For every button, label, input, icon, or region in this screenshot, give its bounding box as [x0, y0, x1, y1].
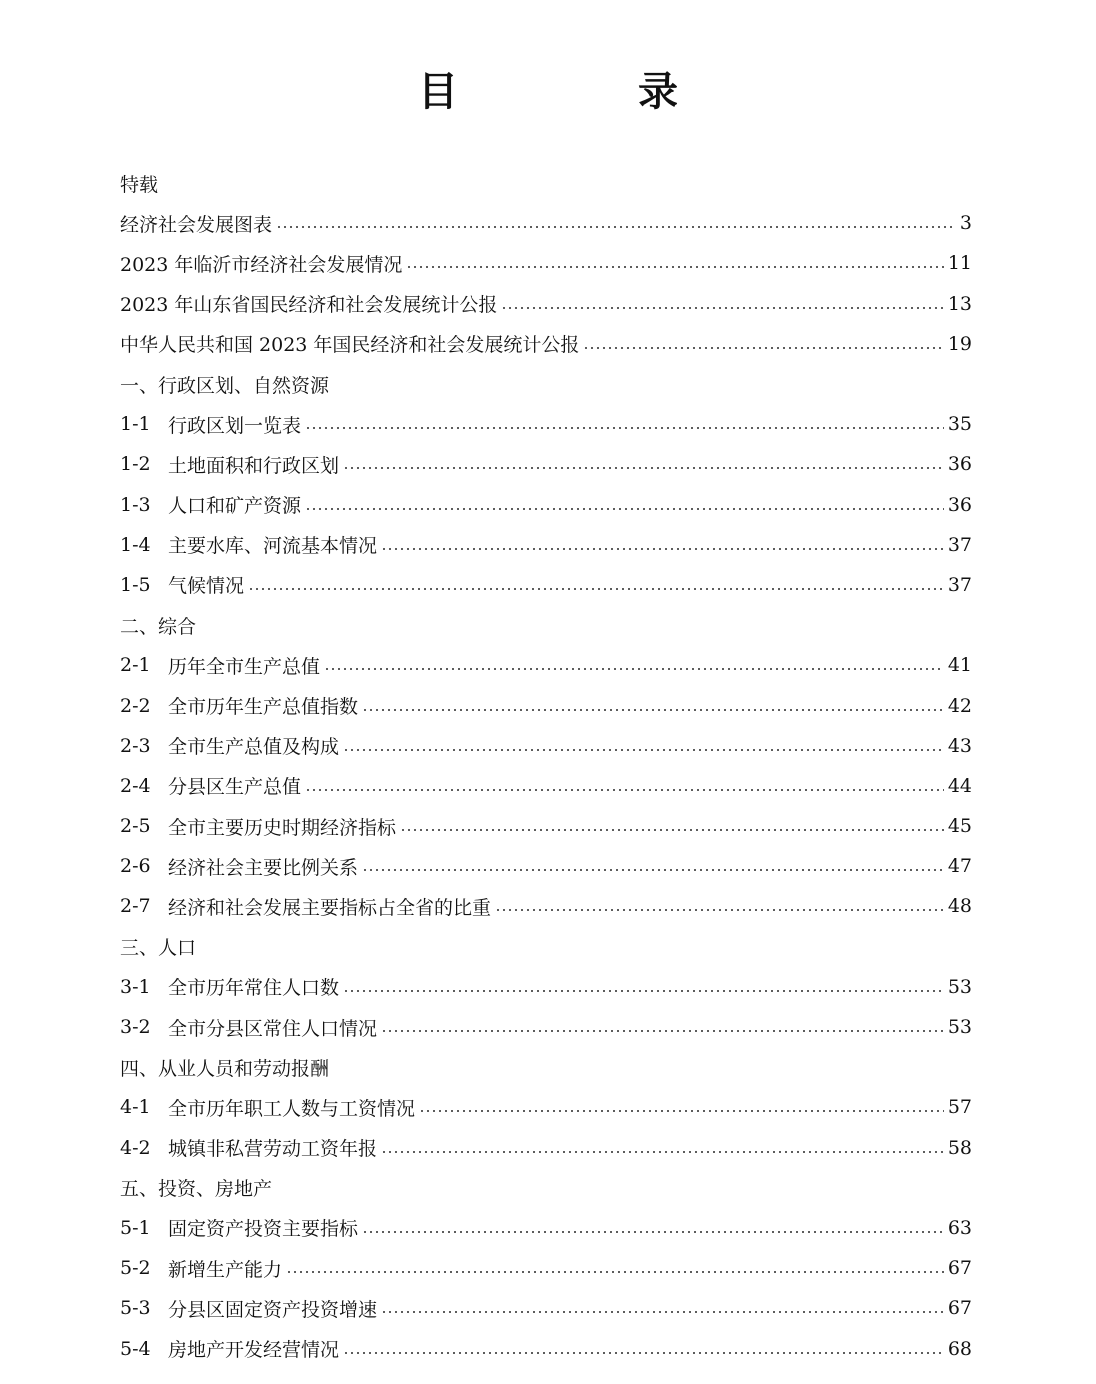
- toc-section-heading: [120, 163, 972, 203]
- toc-entry[interactable]: [120, 1328, 972, 1368]
- toc-entry-title: 全市主要历史时期经济指标: [168, 816, 397, 839]
- toc-entry-code: 5-4: [120, 1337, 151, 1360]
- toc-dot-leader: [362, 869, 944, 871]
- toc-entry-code: 1-3: [120, 493, 151, 516]
- toc-entry-page: 53: [947, 975, 972, 998]
- toc-entry[interactable]: [120, 565, 972, 605]
- toc-dot-leader: [305, 789, 944, 791]
- toc-entry-page: 13: [947, 292, 972, 315]
- toc-entry-page: 3: [959, 212, 972, 235]
- toc-entry-title: 经济社会发展图表: [120, 213, 273, 236]
- toc-dot-leader: [381, 548, 944, 550]
- toc-section-heading: [120, 364, 972, 404]
- toc-entry-title: 分县区固定资产投资增速: [168, 1298, 378, 1321]
- toc-section-heading: [120, 1047, 972, 1087]
- toc-dot-leader: [495, 909, 944, 911]
- toc-entry-page: 44: [947, 774, 972, 797]
- toc-entry[interactable]: [120, 846, 972, 886]
- toc-entry-code: 3-2: [120, 1016, 151, 1039]
- toc-entry-title: 固定资产投资主要指标: [168, 1218, 359, 1241]
- toc-entry-title: 分县区生产总值: [168, 776, 302, 799]
- toc-dot-leader: [286, 1271, 944, 1273]
- toc-entry-page: 67: [947, 1257, 972, 1280]
- toc-dot-leader: [343, 749, 944, 751]
- toc-entry[interactable]: [120, 645, 972, 685]
- toc-entry[interactable]: [120, 203, 972, 243]
- toc-entry-page: 58: [947, 1136, 972, 1159]
- toc-dot-leader: [305, 508, 944, 510]
- toc-entry-code: 5-3: [120, 1297, 151, 1320]
- toc-entry[interactable]: [120, 886, 972, 926]
- toc-entry-page: 36: [947, 493, 972, 516]
- toc-entry[interactable]: [120, 284, 972, 324]
- toc-entry-title: 经济和社会发展主要指标占全省的比重: [168, 896, 492, 919]
- toc-entry-code: 5-2: [120, 1257, 151, 1280]
- page-title: 目 录: [418, 69, 748, 115]
- toc-section-title: 四、从业人员和劳动报酬: [120, 1057, 330, 1080]
- toc-dot-leader: [324, 668, 944, 670]
- toc-entry[interactable]: [120, 1208, 972, 1248]
- toc-entry-page: 43: [947, 734, 972, 757]
- toc-dot-leader: [248, 588, 944, 590]
- toc-entry-title: 全市分县区常住人口情况: [168, 1017, 378, 1040]
- toc-section-title: 三、人口: [120, 937, 197, 960]
- toc-entry-title: 全市历年职工人数与工资情况: [168, 1097, 416, 1120]
- toc-section-title: 二、综合: [120, 615, 197, 638]
- toc-entry-title: 全市历年生产总值指数: [168, 696, 359, 719]
- toc-entry-page: 37: [947, 533, 972, 556]
- toc-entry-title: 主要水库、河流基本情况: [168, 535, 378, 558]
- toc-entry[interactable]: [120, 967, 972, 1007]
- toc-dot-leader: [362, 709, 944, 711]
- toc-entry-code: 1-2: [120, 453, 151, 476]
- toc-entry-code: 2-6: [120, 855, 151, 878]
- toc-entry-page: 42: [947, 694, 972, 717]
- toc-entry[interactable]: [120, 1288, 972, 1328]
- toc-entry-page: 67: [947, 1297, 972, 1320]
- toc-entry-code: 2-1: [120, 654, 151, 677]
- toc-entry-code: 5-1: [120, 1216, 151, 1239]
- toc-entry-page: 45: [947, 815, 972, 838]
- toc-entry[interactable]: [120, 404, 972, 444]
- toc-section-title: 五、投资、房地产: [120, 1178, 273, 1201]
- toc-entry[interactable]: [120, 1248, 972, 1288]
- toc-entry-page: 48: [947, 895, 972, 918]
- toc-dot-leader: [276, 226, 956, 228]
- toc-entry-title: 2023 年临沂市经济社会发展情况: [120, 253, 403, 276]
- toc-entry-code: 2-5: [120, 815, 151, 838]
- toc-entry-code: 1-5: [120, 573, 151, 596]
- toc-entry[interactable]: [120, 485, 972, 525]
- toc-entry[interactable]: [120, 685, 972, 725]
- toc-entry[interactable]: [120, 1007, 972, 1047]
- toc-entry-code: 2-3: [120, 734, 151, 757]
- toc-entry-title: 人口和矿产资源: [168, 495, 302, 518]
- toc-dot-leader: [343, 990, 944, 992]
- toc-entry-code: 4-2: [120, 1136, 151, 1159]
- toc-entry-page: 35: [947, 413, 972, 436]
- toc-entry-title: 经济社会主要比例关系: [168, 856, 359, 879]
- toc-dot-leader: [305, 427, 944, 429]
- toc-entry-code: 1-1: [120, 413, 151, 436]
- toc-section-heading: [120, 1168, 972, 1208]
- toc-dot-leader: [583, 347, 943, 349]
- toc-entry[interactable]: [120, 243, 972, 283]
- toc-entry[interactable]: [120, 444, 972, 484]
- toc-entry-title: 全市生产总值及构成: [168, 736, 340, 759]
- toc-dot-leader: [501, 307, 943, 309]
- toc-entry[interactable]: [120, 324, 972, 364]
- toc-entry-code: 2-2: [120, 694, 151, 717]
- toc-entry[interactable]: [120, 1087, 972, 1127]
- toc-entry[interactable]: [120, 726, 972, 766]
- toc-entry-title: 土地面积和行政区划: [168, 454, 340, 477]
- toc-dot-leader: [381, 1311, 944, 1313]
- toc-dot-leader: [343, 1352, 944, 1354]
- toc-entry[interactable]: [120, 766, 972, 806]
- toc-dot-leader: [381, 1030, 944, 1032]
- toc-entry-page: 19: [947, 332, 972, 355]
- toc-entry-page: 11: [947, 252, 972, 275]
- toc-entry[interactable]: [120, 1128, 972, 1168]
- toc-entry-title: 2023 年山东省国民经济和社会发展统计公报: [120, 294, 498, 317]
- toc-entry-code: 2-7: [120, 895, 151, 918]
- toc-entry-page: 63: [947, 1216, 972, 1239]
- toc-entry-title: 新增生产能力: [168, 1258, 283, 1281]
- toc-entry-page: 36: [947, 453, 972, 476]
- toc-section-title: 一、行政区划、自然资源: [120, 374, 330, 397]
- toc-entry-code: 3-1: [120, 975, 151, 998]
- toc-entry-page: 41: [947, 654, 972, 677]
- toc-entry-code: 4-1: [120, 1096, 151, 1119]
- toc-entry[interactable]: [120, 525, 972, 565]
- toc-entry[interactable]: [120, 806, 972, 846]
- toc-entry-title: 历年全市生产总值: [168, 655, 321, 678]
- toc-entry-page: 47: [947, 855, 972, 878]
- toc-section-heading: [120, 605, 972, 645]
- toc-section-heading: [120, 927, 972, 967]
- toc-entry-page: 68: [947, 1337, 972, 1360]
- toc-entry-title: 气候情况: [168, 575, 245, 598]
- toc-dot-leader: [381, 1151, 944, 1153]
- table-of-contents: [120, 163, 972, 1369]
- toc-entry-title: 城镇非私营劳动工资年报: [168, 1138, 378, 1161]
- toc-dot-leader: [419, 1110, 944, 1112]
- toc-dot-leader: [400, 829, 944, 831]
- toc-entry-title: 全市历年常住人口数: [168, 977, 340, 1000]
- toc-entry-code: 1-4: [120, 533, 151, 556]
- toc-entry-code: 2-4: [120, 774, 151, 797]
- toc-entry-page: 37: [947, 573, 972, 596]
- toc-section-title: 特载: [120, 173, 159, 196]
- toc-dot-leader: [362, 1231, 944, 1233]
- toc-entry-title: 行政区划一览表: [168, 414, 302, 437]
- toc-entry-title: 中华人民共和国 2023 年国民经济和社会发展统计公报: [120, 334, 580, 357]
- toc-entry-page: 57: [947, 1096, 972, 1119]
- toc-entry-page: 53: [947, 1016, 972, 1039]
- toc-entry-title: 房地产开发经营情况: [168, 1339, 340, 1362]
- toc-dot-leader: [406, 266, 943, 268]
- toc-dot-leader: [343, 467, 944, 469]
